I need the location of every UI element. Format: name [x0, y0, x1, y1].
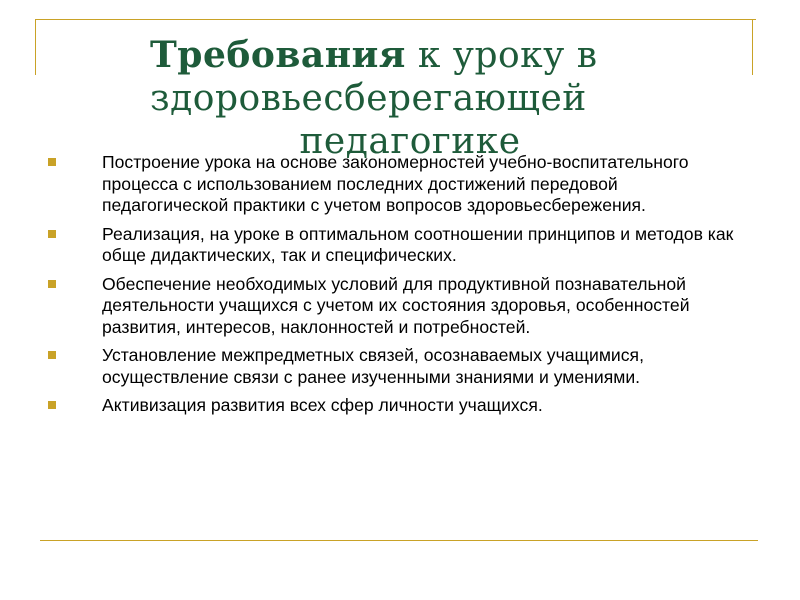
title-line-2: здоровьесберегающей: [150, 78, 587, 119]
title-rest: к уроку в: [405, 35, 598, 76]
bullet-text: Активизация развития всех сфер личности учащихся.: [102, 395, 543, 415]
square-bullet-icon: [48, 158, 56, 166]
bullet-item: [48, 224, 748, 267]
bullet-text: Установление межпредметных связей, осознаваемых учащимися, осуществление связи с ранее изученными знаниями и умениями.: [102, 345, 644, 387]
title-bold-word: Требования: [150, 34, 406, 76]
frame-top-line: [36, 19, 756, 20]
bullet-text: Реализация, на уроке в оптимальном соотношении принципов и методов как обще дидактических, так и специфических.: [102, 223, 734, 265]
square-bullet-icon: [48, 401, 56, 409]
bullet-list: [48, 152, 748, 424]
square-bullet-icon: [48, 351, 56, 359]
frame-bottom-line: [40, 540, 758, 541]
bullet-item: [48, 345, 748, 388]
title-line-3: педагогике: [299, 121, 521, 162]
frame-left-line: [35, 19, 36, 75]
bullet-text: Построение урока на основе закономерностей учебно-воспитательного процесса с использованием последних достижений передовой педагогической практики с учетом вопросов здоровьесбережения.: [102, 152, 689, 215]
square-bullet-icon: [48, 280, 56, 288]
slide-title: [150, 34, 710, 163]
bullet-item: [48, 395, 748, 417]
bullet-item: [48, 274, 748, 339]
frame-right-line: [752, 19, 753, 75]
bullet-text: Обеспечение необходимых условий для продуктивной познавательной деятельности учащихся с учетом их состояния здоровья, особенностей развития, интересов, наклонностей и потребностей.: [102, 273, 690, 337]
square-bullet-icon: [48, 230, 56, 238]
bullet-item: [48, 152, 748, 217]
